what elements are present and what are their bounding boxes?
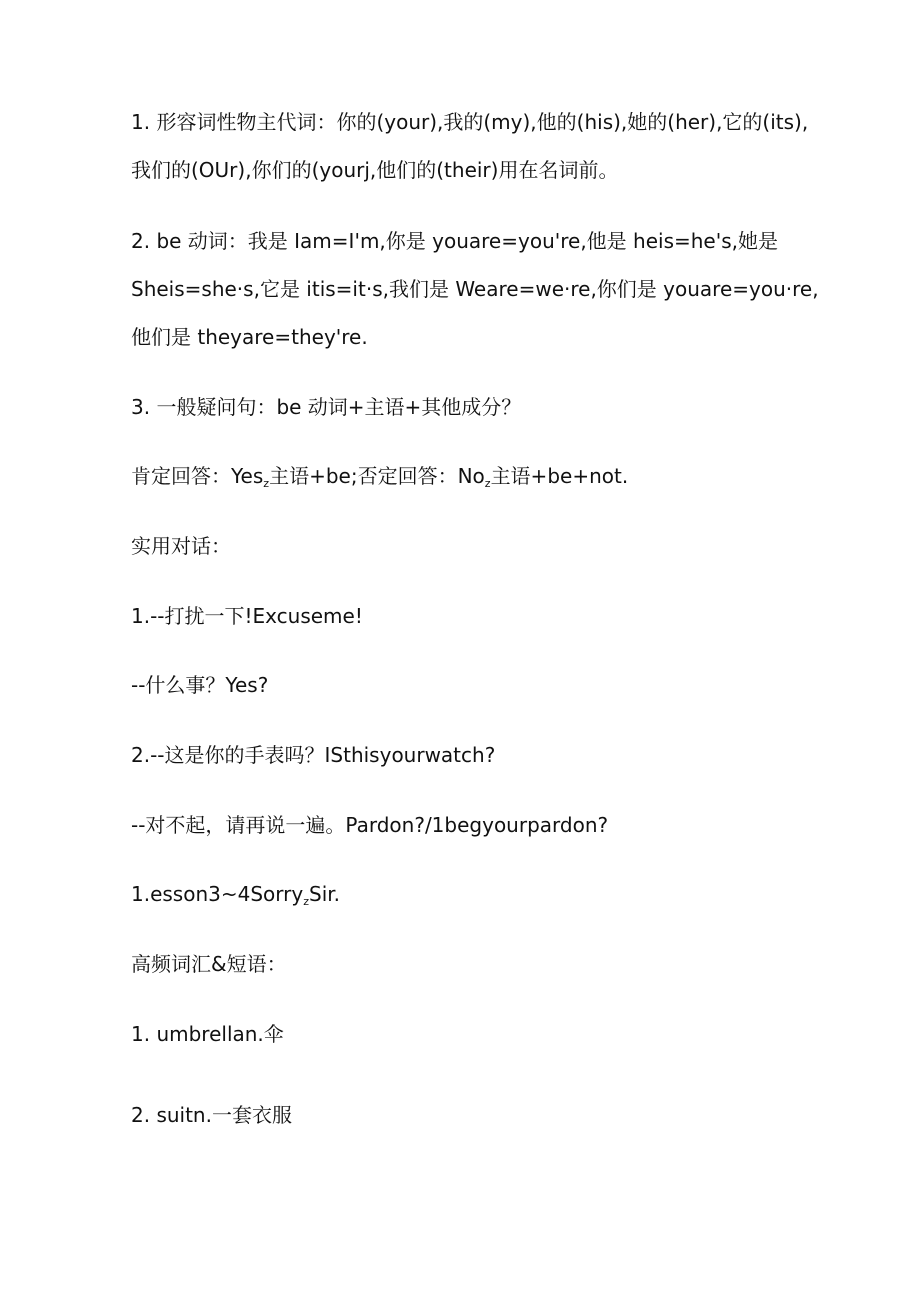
text-line: Sheis=she·s,它是 itis=it·s,我们是 Weare=we·re,你们是 youare=you·re, xyxy=(131,277,819,301)
lesson-line-sub: z xyxy=(303,895,309,908)
lesson-line xyxy=(131,881,340,907)
text-line: --对不起，请再说一遍。Pardon?/1begyourpardon? xyxy=(131,813,609,837)
answer-line-middle: 主语+be;否定回答：No xyxy=(269,464,485,488)
lesson-line-prefix: 1.esson3~4Sorry xyxy=(131,882,304,906)
text-line: 3. 一般疑问句：be 动词+主语+其他成分？ xyxy=(131,395,522,419)
section-heading: 高频词汇&短语： xyxy=(131,952,287,976)
text-line: 1.--打扰一下!Excuseme! xyxy=(131,604,363,628)
text-line: --什么事？Yes? xyxy=(131,673,269,697)
text-line: 他们是 theyare=they're. xyxy=(131,325,368,349)
section-heading: 实用对话： xyxy=(131,534,231,558)
vocab-item: 1. umbrellan.伞 xyxy=(131,1022,284,1046)
text-line: 1. 形容词性物主代词：你的(your),我的(my),他的(his),她的(her),它的(its), xyxy=(131,110,809,134)
answer-line-sub-2: z xyxy=(484,477,491,490)
answer-line-sub-1: z xyxy=(263,477,270,490)
vocab-item: 2. suitn.一套衣服 xyxy=(131,1103,292,1127)
text-line: 2. be 动词：我是 Iam=I'm,你是 youare=you're,他是 heis=he's,她是 xyxy=(131,229,779,253)
answer-line-prefix: 肯定回答：Yes xyxy=(131,464,264,488)
answer-line xyxy=(131,463,628,489)
text-line: 2.--这是你的手表吗？ISthisyourwatch? xyxy=(131,743,496,767)
answer-line-suffix: 主语+be+not. xyxy=(490,464,629,488)
lesson-line-suffix: Sir. xyxy=(309,882,340,906)
text-line: 我们的(OUr),你们的(yourj,他们的(their)用在名词前。 xyxy=(131,158,619,182)
